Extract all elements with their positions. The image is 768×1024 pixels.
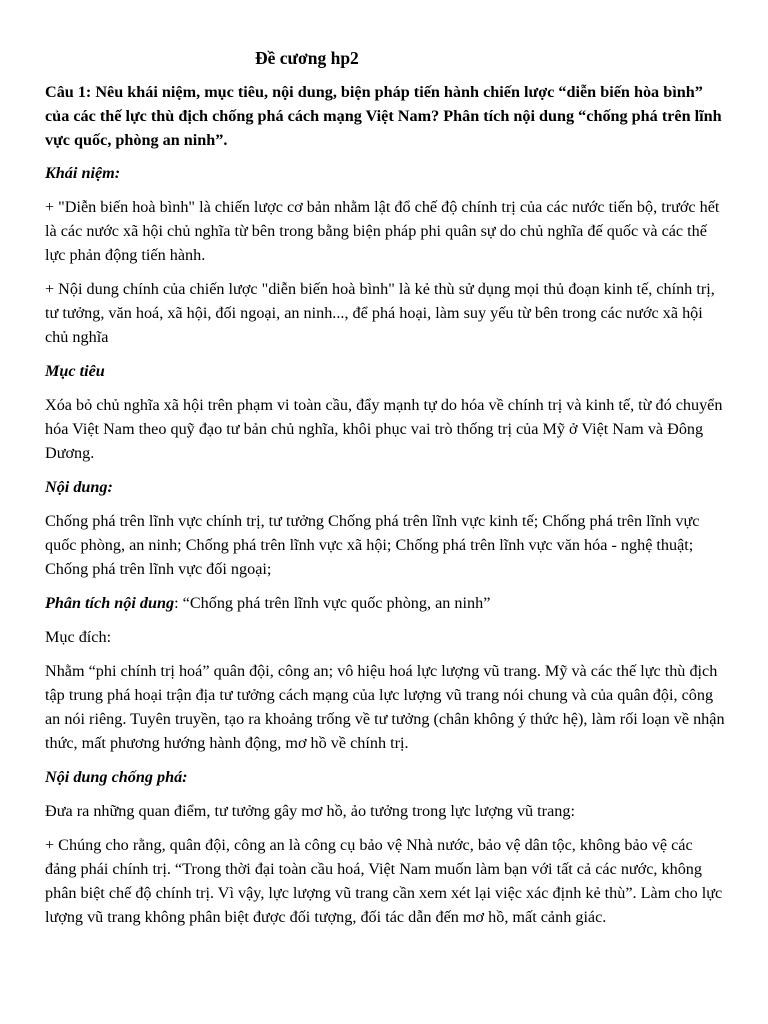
paragraph-muc-dich: Nhằm “phi chính trị hoá” quân đội, công an; vô hiệu hoá lực lượng vũ trang. Mỹ và các thế lực thù địch tập trung phá hoại trận địa tư tưởng cách mạng của lực lượng vũ trang nói chung và của quân đội, công an nói riêng. Tuyên truyền, tạo ra khoảng trống về tư tưởng (chân không ý thức hệ), làm rối loạn về nhận thức, mất phương hướng hành động, mơ hồ về chính trị. <box>45 662 725 752</box>
paragraph-phan-tich <box>45 591 725 615</box>
question-1: Câu 1: Nêu khái niệm, mục tiêu, nội dung, biện pháp tiến hành chiến lược “diễn biến hòa bình” của các thế lực thù địch chống phá cách mạng Việt Nam? Phân tích nội dung “chống phá trên lĩnh vực quốc, phòng an ninh”. <box>45 83 722 149</box>
phan-tich-text: : “Chống phá trên lĩnh vực quốc phòng, an ninh” <box>174 594 491 612</box>
paragraph-chong-pha-1: Đưa ra những quan điểm, tư tưởng gây mơ hồ, ảo tưởng trong lực lượng vũ trang: <box>45 802 575 820</box>
phan-tich-label: Phân tích nội dung <box>45 594 175 612</box>
paragraph-khai-niem-2: + Nội dung chính của chiến lược "diễn biến hoà bình" là kẻ thù sử dụng mọi thủ đoạn kinh tế, chính trị, tư tưởng, văn hoá, xã hội, đối ngoại, an ninh..., để phá hoại, làm suy yếu từ bên trong các nước xã hội chủ nghĩa <box>45 280 715 346</box>
heading-muc-dich: Mục đích: <box>45 628 112 646</box>
paragraph-noi-dung: Chống phá trên lĩnh vực chính trị, tư tưởng Chống phá trên lĩnh vực kinh tế; Chống phá trên lĩnh vực quốc phòng, an ninh; Chống phá trên lĩnh vực xã hội; Chống phá trên lĩnh vực văn hóa - nghệ thuật; Chống phá trên lĩnh vực đối ngoại; <box>45 512 700 578</box>
heading-khai-niem: Khái niệm: <box>45 164 121 182</box>
heading-noi-dung-chong-pha: Nội dung chống phá: <box>45 768 188 786</box>
document-title: Đề cương hp2 <box>255 48 359 68</box>
paragraph-muc-tieu: Xóa bỏ chủ nghĩa xã hội trên phạm vi toàn cầu, đẩy mạnh tự do hóa về chính trị và kinh tế, từ đó chuyển hóa Việt Nam theo quỹ đạo tư bản chủ nghĩa, khôi phục vai trò thống trị của Mỹ ở Việt Nam và Đông Dương. <box>45 396 723 462</box>
heading-muc-tieu: Mục tiêu <box>45 362 105 380</box>
heading-noi-dung: Nội dung: <box>45 478 113 496</box>
paragraph-chong-pha-2: + Chúng cho rằng, quân đội, công an là công cụ bảo vệ Nhà nước, bảo vệ dân tộc, không bảo vệ các đảng phái chính trị. “Trong thời đại toàn cầu hoá, Việt Nam muốn làm bạn với tất cả các nước, không phân biệt chế độ chính trị. Vì vậy, lực lượng vũ trang cần xem xét lại việc xác định kẻ thù”. Làm cho lực lượng vũ trang không phân biệt được đối tượng, đối tác dẫn đến mơ hồ, mất cảnh giác. <box>45 836 723 926</box>
document-page <box>45 44 725 939</box>
paragraph-khai-niem-1: + "Diễn biến hoà bình" là chiến lược cơ bản nhằm lật đổ chế độ chính trị của các nước tiến bộ, trước hết là các nước xã hội chủ nghĩa từ bên trong bằng biện pháp phi quân sự do chủ nghĩa đế quốc và các thế lực phản động tiến hành. <box>45 198 720 264</box>
